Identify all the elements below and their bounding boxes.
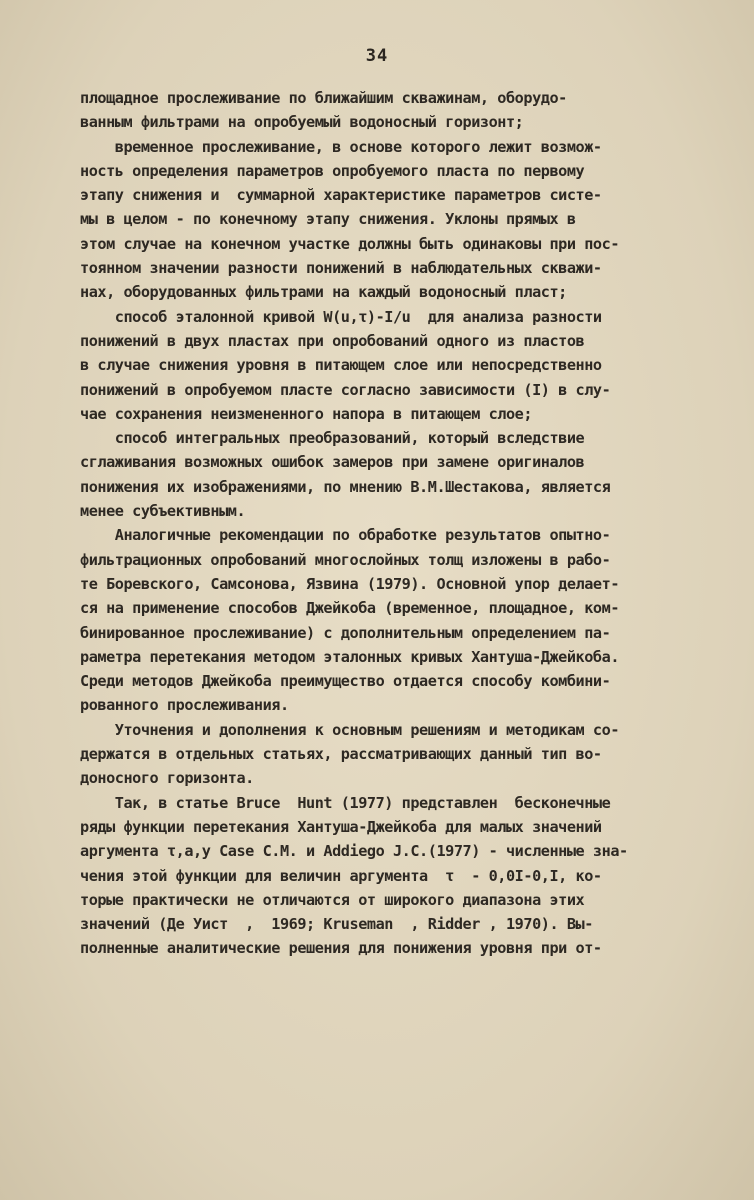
text-line: Аналогичные рекомендации по обработке результатов опытно- — [80, 526, 611, 545]
text-line: ность определения параметров опробуемого пласта по первому — [80, 161, 585, 180]
text-line: Так, в статье Bruce Hunt (1977) представлен бесконечные — [80, 793, 611, 812]
text-line: менее субъективным. — [80, 502, 246, 521]
text-line: чае сохранения неизмененного напора в питающем слое; — [80, 404, 533, 423]
text-line: рованного прослеживания. — [80, 696, 289, 715]
text-line: фильтрационных опробований многослойных толщ изложены в рабо- — [80, 550, 611, 569]
text-line: этом случае на конечном участке должны быть одинаковы при пос- — [80, 234, 620, 253]
text-line: те Боревского, Самсонова, Язвина (1979). Основной упор делает- — [80, 574, 620, 593]
page-number: 34 — [365, 46, 389, 66]
text-line: Уточнения и дополнения к основным решениям и методикам со- — [80, 720, 620, 739]
text-line: ванным фильтрами на опробуемый водоносный горизонт; — [80, 113, 524, 132]
text-line: способ эталонной кривой W(u,τ)-I/u для анализа разности — [80, 307, 602, 326]
text-line: этапу снижения и суммарной характеристике параметров систе- — [80, 186, 602, 205]
text-line: торые практически не отличаются от широкого диапазона этих — [80, 890, 585, 909]
text-line: понижений в опробуемом пласте согласно зависимости (I) в слу- — [80, 380, 611, 399]
text-line: чения этой функции для величин аргумента τ - 0,0I-0,I, ко- — [80, 866, 602, 885]
text-line: понижений в двух пластах при опробований одного из пластов — [80, 331, 585, 350]
text-line: понижения их изображениями, по мнению В.М.Шестакова, является — [80, 477, 611, 496]
text-line: бинированное прослеживание) с дополнительным определением па- — [80, 623, 611, 642]
text-line: ся на применение способов Джейкоба (временное, площадное, ком- — [80, 599, 620, 618]
text-line: Среди методов Джейкоба преимущество отдается способу комбини- — [80, 672, 611, 691]
text-line: доносного горизонта. — [80, 769, 254, 788]
text-line: временное прослеживание, в основе которого лежит возмож- — [80, 137, 602, 156]
text-line: держатся в отдельных статьях, рассматривающих данный тип во- — [80, 745, 602, 764]
text-line: площадное прослеживание по ближайшим скважинам, оборудо- — [80, 89, 567, 107]
text-line: ряды функции перетекания Хантуша-Джейкоба для малых значений — [80, 817, 602, 836]
text-line: полненные аналитические решения для понижения уровня при от- — [80, 939, 602, 958]
text-line: мы в целом - по конечному этапу снижения. Уклоны прямых в — [80, 210, 576, 229]
text-line: способ интегральных преобразований, который вследствие — [80, 429, 585, 448]
text-line: раметра перетекания методом эталонных кривых Хантуша-Джейкоба. — [80, 647, 620, 666]
text-line: в случае снижения уровня в питающем слое или непосредственно — [80, 356, 602, 375]
text-line: тоянном значении разности понижений в наблюдательных скважи- — [80, 259, 602, 278]
text-line: сглаживания возможных ошибок замеров при замене оригиналов — [80, 453, 585, 472]
body-text — [80, 86, 730, 961]
text-line: нах, оборудованных фильтрами на каждый водоносный пласт; — [80, 283, 567, 302]
text-line: значений (Де Уист , 1969; Kruseman , Ridder , 1970). Вы- — [80, 915, 593, 934]
text-line: аргумента τ,а,у Case C.M. и Addiego J.C.(1977) - численные зна- — [80, 842, 628, 861]
